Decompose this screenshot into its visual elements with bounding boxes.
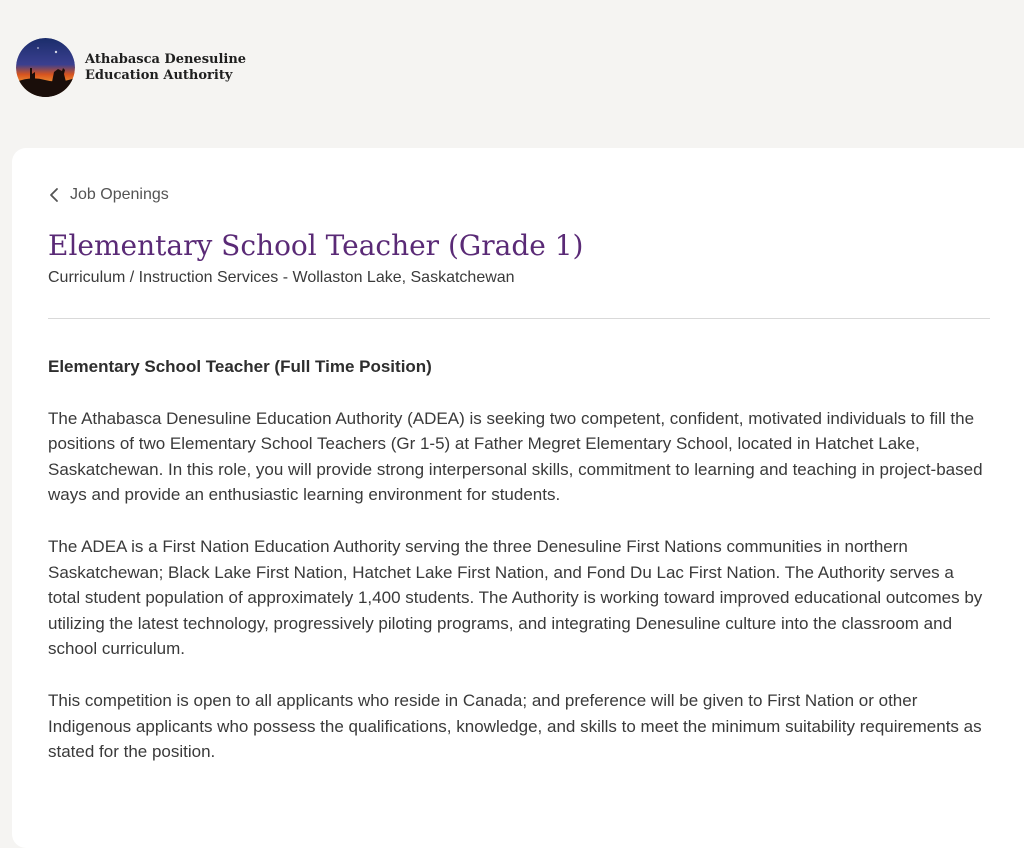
org-name-line1: Athabasca Denesuline bbox=[85, 52, 247, 67]
divider bbox=[48, 318, 990, 319]
org-name bbox=[85, 52, 285, 84]
description-paragraph-1: The Athabasca Denesuline Education Authority (ADEA) is seeking two competent, confident, motivated individuals to fill the positions of two Elementary School Teachers (Gr 1-5) at Father Megret Elementary School, located in Hatchet Lake, Saskatchewan. In this role, you will provide strong interpersonal skills, commitment to learning and teaching in project-based ways and provide an enthusiastic learning environment for students. bbox=[48, 408, 983, 505]
org-name-line2: Education Authority bbox=[85, 68, 233, 83]
description-paragraph-2: The ADEA is a First Nation Education Authority serving the three Denesuline First Nations communities in northern Saskatchewan; Black Lake First Nation, Hatchet Lake First Nation, and Fond Du Lac First Nation. The Authority serves a total student population of approximately 1,400 students. The Authority is working toward improved educational outcomes by utilizing the latest technology, progressively piloting programs, and integrating Denesuline culture into the classroom and school curriculum. bbox=[48, 536, 983, 659]
job-description bbox=[48, 354, 990, 791]
job-subtitle: Curriculum / Instruction Services - Wollaston Lake, Saskatchewan bbox=[48, 269, 515, 286]
description-paragraph-3: This competition is open to all applicants who reside in Canada; and preference will be given to First Nation or other Indigenous applicants who possess the qualifications, knowledge, and skills to meet the minimum suitability requirements as stated for the position. bbox=[48, 690, 982, 762]
back-to-job-openings-link[interactable] bbox=[48, 186, 169, 204]
back-link-label: Job Openings bbox=[70, 186, 169, 203]
job-title: Elementary School Teacher (Grade 1) bbox=[48, 229, 584, 262]
site-header bbox=[0, 0, 1024, 148]
chevron-left-icon bbox=[48, 186, 60, 204]
description-heading: Elementary School Teacher (Full Time Position) bbox=[48, 357, 432, 376]
sunset-silhouette-logo-icon bbox=[16, 38, 75, 97]
job-card bbox=[12, 148, 1024, 848]
org-logo[interactable] bbox=[16, 38, 75, 97]
